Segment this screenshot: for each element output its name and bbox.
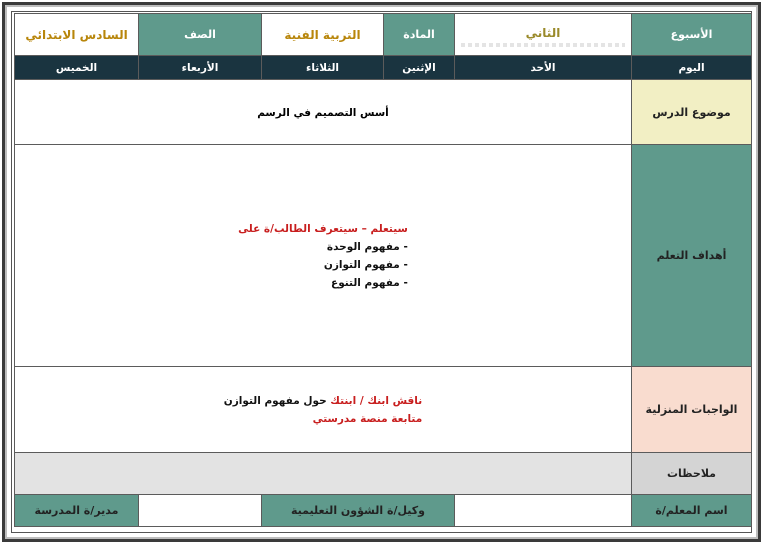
objectives-intro: سيتعلم – سيتعرف الطالب/ة على: [238, 222, 408, 235]
lesson-plan-table: [14, 13, 752, 527]
day-wednesday: الأربعاء: [139, 56, 262, 80]
week-label: الأسبوع: [632, 14, 752, 56]
teacher-name-label: اسم المعلم/ة: [632, 495, 752, 527]
deputy-label: وكيل/ة الشؤون التعليمية: [290, 504, 426, 517]
deputy-label-cell: [262, 495, 455, 527]
grade-value: السادس الابتدائي: [15, 14, 139, 56]
week-value: الثاني: [525, 25, 561, 40]
subject-label: المادة: [384, 14, 455, 56]
teacher-name-value[interactable]: [455, 495, 632, 527]
day-sunday: الأحد: [455, 56, 632, 80]
learning-objectives-cell: [15, 145, 632, 367]
principal-label: مدير/ة المدرسة: [15, 495, 139, 527]
day-label: اليوم: [632, 56, 752, 80]
homework-list: [224, 392, 422, 428]
objective-item: - مفهوم التوازن: [323, 258, 408, 271]
homework-line-1-red: ناقش ابنك / ابنتك: [330, 394, 423, 407]
homework-line-2: متابعة منصة مدرستي: [312, 412, 423, 425]
notes-value-cell[interactable]: [15, 453, 632, 495]
homework-line-1-black: حول مفهوم التوازن: [223, 394, 331, 407]
homework-line-1: [224, 392, 422, 410]
day-thursday: الخميس: [15, 56, 139, 80]
day-monday: الإثنين: [384, 56, 455, 80]
lesson-topic-label: موضوع الدرس: [632, 80, 752, 145]
day-tuesday: الثلاثاء: [262, 56, 384, 80]
objective-item: - مفهوم الوحدة: [326, 240, 408, 253]
lesson-topic-value: أسس التصميم في الرسم: [257, 106, 389, 119]
lesson-topic-value-cell: [15, 80, 632, 145]
learning-objectives-label: أهداف التعلم: [632, 145, 752, 367]
week-value-cell: [455, 14, 632, 56]
week-faint-line: [461, 43, 625, 47]
notes-label: ملاحظات: [632, 453, 752, 495]
grade-label: الصف: [139, 14, 262, 56]
deputy-value[interactable]: [139, 495, 262, 527]
objective-item: - مفهوم التنوع: [331, 276, 408, 289]
homework-cell: [15, 367, 632, 453]
objectives-list: [238, 220, 408, 292]
subject-value: التربية الفنية: [262, 14, 384, 56]
homework-label: الواجبات المنزلية: [632, 367, 752, 453]
